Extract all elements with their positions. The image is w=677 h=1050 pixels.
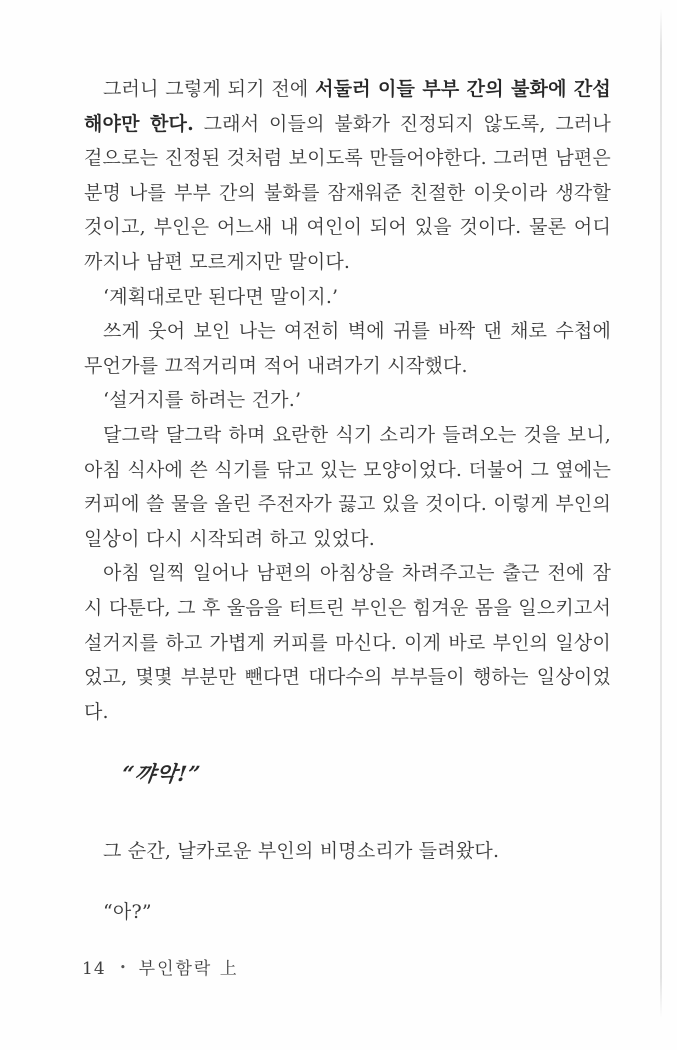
paragraph-narration-2: 쓰게 웃어 보인 나는 여전히 벽에 귀를 바짝 댄 채로 수첩에 무언가를 끄적거리며 적어 내려가기 시작했다. — [84, 320, 611, 377]
paragraph-narration-4: 아침 일찍 일어나 남편의 아침상을 차려주고는 출근 전에 잠시 다툰다, 그 후 울음을 터트린 부인은 힘겨운 몸을 일으키고서 설거지를 하고 가볍게 커피를 마신다. 이게 바로 부인의 일상이었고, 몇몇 부분만 뺀다면 대다수의 부부들이 행하는 일상이었다. — [84, 562, 611, 723]
page-edge-shadow — [660, 8, 662, 1018]
paragraph-narration-3: 달그락 달그락 하며 요란한 식기 소리가 들려오는 것을 보니, 아침 식사에 쓴 식기를 닦고 있는 모양이었다. 더불어 그 옆에는 커피에 쓸 물을 올린 주전자가 끓고 있을 것이다. 이렇게 부인의 일상이 다시 시작되려 하고 있었다. — [84, 423, 611, 550]
scream-text: “꺄악!” — [120, 761, 203, 787]
paragraph-narration-5: 그 순간, 날카로운 부인의 비명소리가 들려왔다. — [103, 840, 500, 863]
body-text — [84, 72, 611, 929]
monologue-line-2: ‘설거지를 하려는 건가.’ — [103, 389, 302, 412]
page-number: 14 — [82, 959, 106, 979]
paragraph-narration-1 — [84, 72, 611, 280]
page-footer — [82, 955, 239, 982]
emphasized-text: 서둘러 이들 부부 간의 불화에 간섭해야만 한다. — [84, 78, 611, 135]
book-title: 부인함락 上 — [138, 959, 239, 979]
scream-line — [84, 756, 611, 792]
footer-separator-dot: • — [119, 961, 127, 974]
dialogue-line: “아?” — [103, 900, 152, 923]
paragraph-text: 그래서 이들의 불화가 진정되지 않도록, 그러나 겉으로는 진정된 것처럼 보이도록 만들어야한다. 그러면 남편은 분명 나를 부부 간의 불화를 잠재워준 친절한 이웃이라 생각할 것이고, 부인은 어느새 내 여인이 되어 있을 것이다. 물론 어디까지나 남편 모르게지만 말이다. — [84, 112, 611, 273]
monologue-line-1: ‘계획대로만 된다면 말이지.’ — [103, 285, 339, 308]
paragraph-text: 그러니 그렇게 되기 전에 — [103, 78, 316, 100]
